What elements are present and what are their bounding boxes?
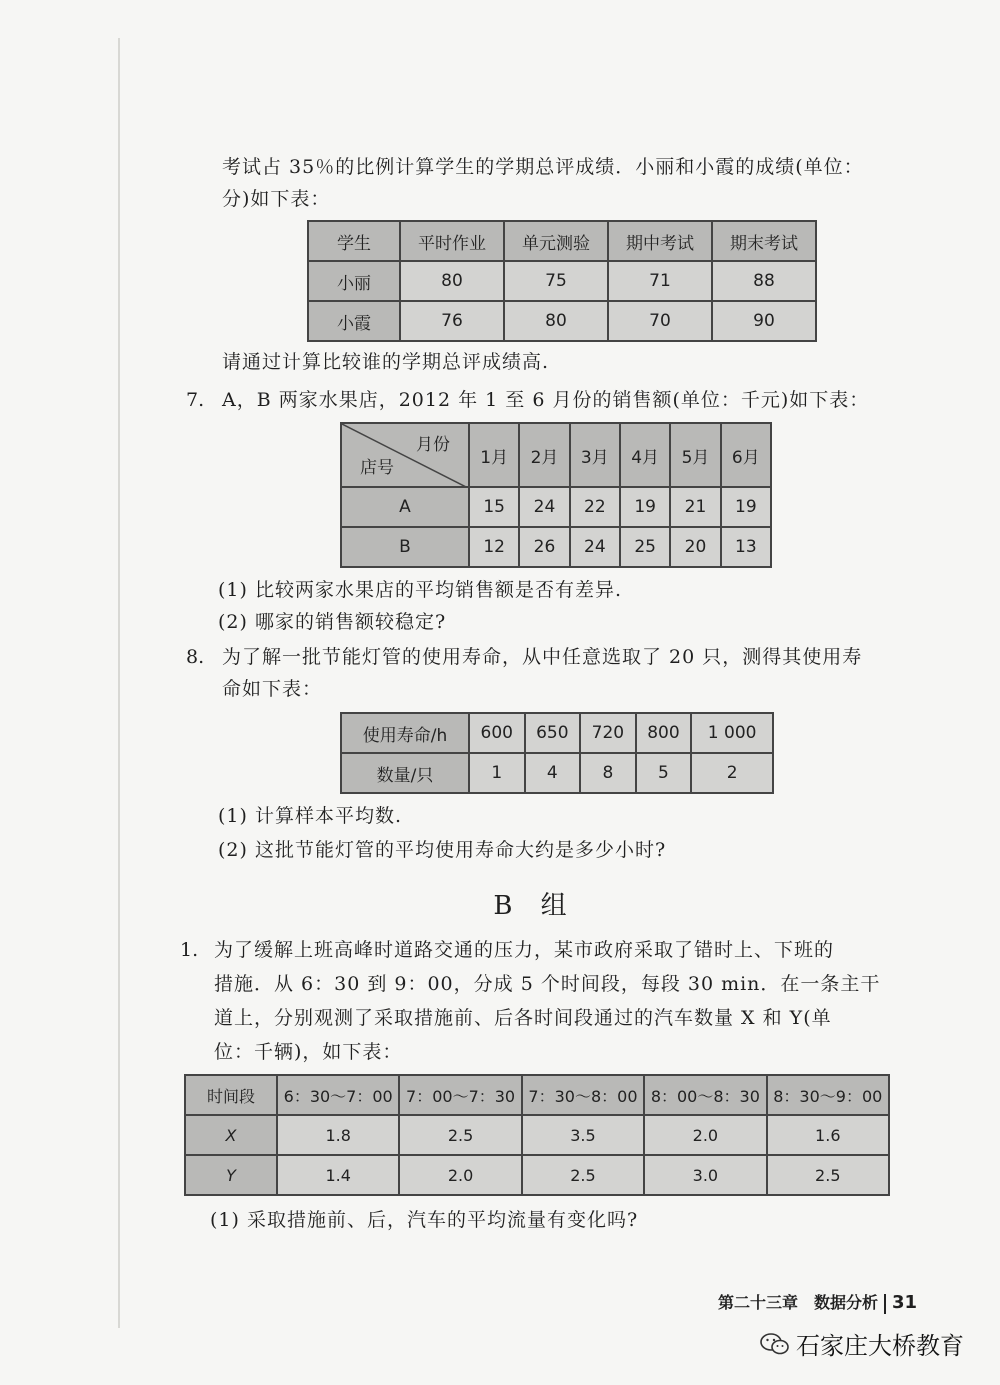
table-cell: 2.5 (522, 1155, 644, 1195)
section-title: B 组 (493, 891, 577, 921)
table-cell: 3.0 (644, 1155, 766, 1195)
q8-sub2: (2) 这批节能灯管的平均使用寿命大约是多少小时? (218, 839, 667, 861)
q8-number: 8. (186, 646, 205, 668)
table-cell: 数量/只 (341, 753, 469, 793)
table-row (185, 1115, 889, 1155)
table-cell: 2.5 (399, 1115, 521, 1155)
page-number: 31 (892, 1292, 918, 1313)
q7-number: 7. (186, 389, 205, 411)
table-header-cell: 5月 (670, 423, 720, 487)
table-header-cell: 2月 (519, 423, 569, 487)
table-cell: 19 (721, 487, 771, 527)
table-header-cell: 7：30～8：00 (522, 1075, 644, 1115)
intro-line-1: 考试占 35％的比例计算学生的学期总评成绩．小丽和小霞的成绩(单位： (222, 156, 864, 178)
table-cell: 1.4 (277, 1155, 399, 1195)
table-cell: 70 (608, 301, 712, 341)
b1-line-4: 位：千辆)，如下表： (214, 1041, 403, 1063)
table-cell: 20 (670, 527, 720, 567)
table-header-row (341, 423, 771, 487)
watermark (760, 1326, 964, 1362)
table-cell: 25 (620, 527, 670, 567)
table-cell: 1.6 (767, 1115, 889, 1155)
table-cell: 24 (519, 487, 569, 527)
table-row (185, 1155, 889, 1195)
q6-question: 请通过计算比较谁的学期总评成绩高. (222, 351, 550, 373)
table-cell: 2 (691, 753, 773, 793)
grades-table (307, 220, 817, 342)
diag-label-month: 月份 (416, 435, 450, 455)
b1-sub1: (1) 采取措施前、后，汽车的平均流量有变化吗? (210, 1209, 639, 1231)
table-cell: 3.5 (522, 1115, 644, 1155)
table-header-cell: 平时作业 (400, 221, 504, 261)
table-header-cell: 单元测验 (504, 221, 608, 261)
table-cell: 80 (504, 301, 608, 341)
table-cell: 12 (469, 527, 519, 567)
table-cell: 80 (400, 261, 504, 301)
table-header-cell: 3月 (570, 423, 620, 487)
table-cell: 2.0 (399, 1155, 521, 1195)
chapter-title: 第二十三章 数据分析 (718, 1293, 879, 1312)
table-cell: 75 (504, 261, 608, 301)
b1-line-1: 为了缓解上班高峰时道路交通的压力，某市政府采取了错时上、下班的 (214, 939, 835, 961)
table-cell: 26 (519, 527, 569, 567)
table-row (341, 487, 771, 527)
diagonal-header (341, 423, 469, 487)
table-cell: 71 (608, 261, 712, 301)
table-cell: 4 (525, 753, 581, 793)
table-header-cell: 6月 (721, 423, 771, 487)
table-row (308, 301, 816, 341)
table-cell: 800 (636, 713, 692, 753)
table-cell: 90 (712, 301, 816, 341)
intro-line-2: 分)如下表： (222, 188, 331, 210)
table-cell: 76 (400, 301, 504, 341)
table-cell: 88 (712, 261, 816, 301)
table-row (341, 713, 773, 753)
table-cell: 13 (721, 527, 771, 567)
wechat-icon (760, 1332, 790, 1362)
table-header-row (308, 221, 816, 261)
table-cell: 24 (570, 527, 620, 567)
table-cell: X (185, 1115, 277, 1155)
table-cell: Y (185, 1155, 277, 1195)
q8-sub1: (1) 计算样本平均数. (218, 805, 402, 827)
q7-sub1: (1) 比较两家水果店的平均销售额是否有差异. (218, 579, 622, 601)
table-cell: 1.8 (277, 1115, 399, 1155)
table-cell: 19 (620, 487, 670, 527)
table-cell: 22 (570, 487, 620, 527)
traffic-table (184, 1074, 890, 1196)
table-cell: 8 (580, 753, 636, 793)
table-cell: 21 (670, 487, 720, 527)
table-header-cell: 学生 (308, 221, 400, 261)
table-header-cell: 1月 (469, 423, 519, 487)
watermark-text: 石家庄大桥教育 (796, 1332, 964, 1360)
table-row (308, 261, 816, 301)
q7-text: A，B 两家水果店，2012 年 1 至 6 月份的销售额(单位：千元)如下表： (222, 389, 870, 411)
q8-line-2: 命如下表： (222, 678, 323, 700)
q8-line-1: 为了解一批节能灯管的使用寿命，从中任意选取了 20 只，测得其使用寿 (222, 646, 863, 668)
page-edge (118, 38, 120, 1328)
q7-sub2: (2) 哪家的销售额较稳定? (218, 611, 447, 633)
table-cell: B (341, 527, 469, 567)
footer-divider (884, 1294, 886, 1314)
table-header-cell: 期中考试 (608, 221, 712, 261)
table-header-cell: 期末考试 (712, 221, 816, 261)
b1-line-3: 道上，分别观测了采取措施前、后各时间段通过的汽车数量 X 和 Y(单 (214, 1007, 832, 1029)
table-cell: 小霞 (308, 301, 400, 341)
table-header-cell: 8：00～8：30 (644, 1075, 766, 1115)
table-header-cell: 时间段 (185, 1075, 277, 1115)
table-cell: 15 (469, 487, 519, 527)
table-cell: 1 000 (691, 713, 773, 753)
diag-label-store: 店号 (360, 458, 394, 478)
table-header-row (185, 1075, 889, 1115)
table-cell: 600 (469, 713, 525, 753)
table-cell: 720 (580, 713, 636, 753)
table-header-cell: 4月 (620, 423, 670, 487)
sales-table (340, 422, 772, 568)
b1-number: 1. (180, 939, 199, 961)
table-row (341, 753, 773, 793)
table-cell: 使用寿命/h (341, 713, 469, 753)
table-cell: 5 (636, 753, 692, 793)
table-cell: 小丽 (308, 261, 400, 301)
table-cell: 2.0 (644, 1115, 766, 1155)
table-cell: 650 (525, 713, 581, 753)
lifespan-table (340, 712, 774, 794)
page-footer (718, 1290, 917, 1314)
table-cell: 2.5 (767, 1155, 889, 1195)
table-cell: 1 (469, 753, 525, 793)
table-header-cell: 6：30～7：00 (277, 1075, 399, 1115)
table-row (341, 527, 771, 567)
b1-line-2: 措施．从 6：30 到 9：00，分成 5 个时间段，每段 30 min．在一条主干 (214, 973, 881, 995)
table-header-cell: 7：00～7：30 (399, 1075, 521, 1115)
table-cell: A (341, 487, 469, 527)
table-header-cell: 8：30～9：00 (767, 1075, 889, 1115)
